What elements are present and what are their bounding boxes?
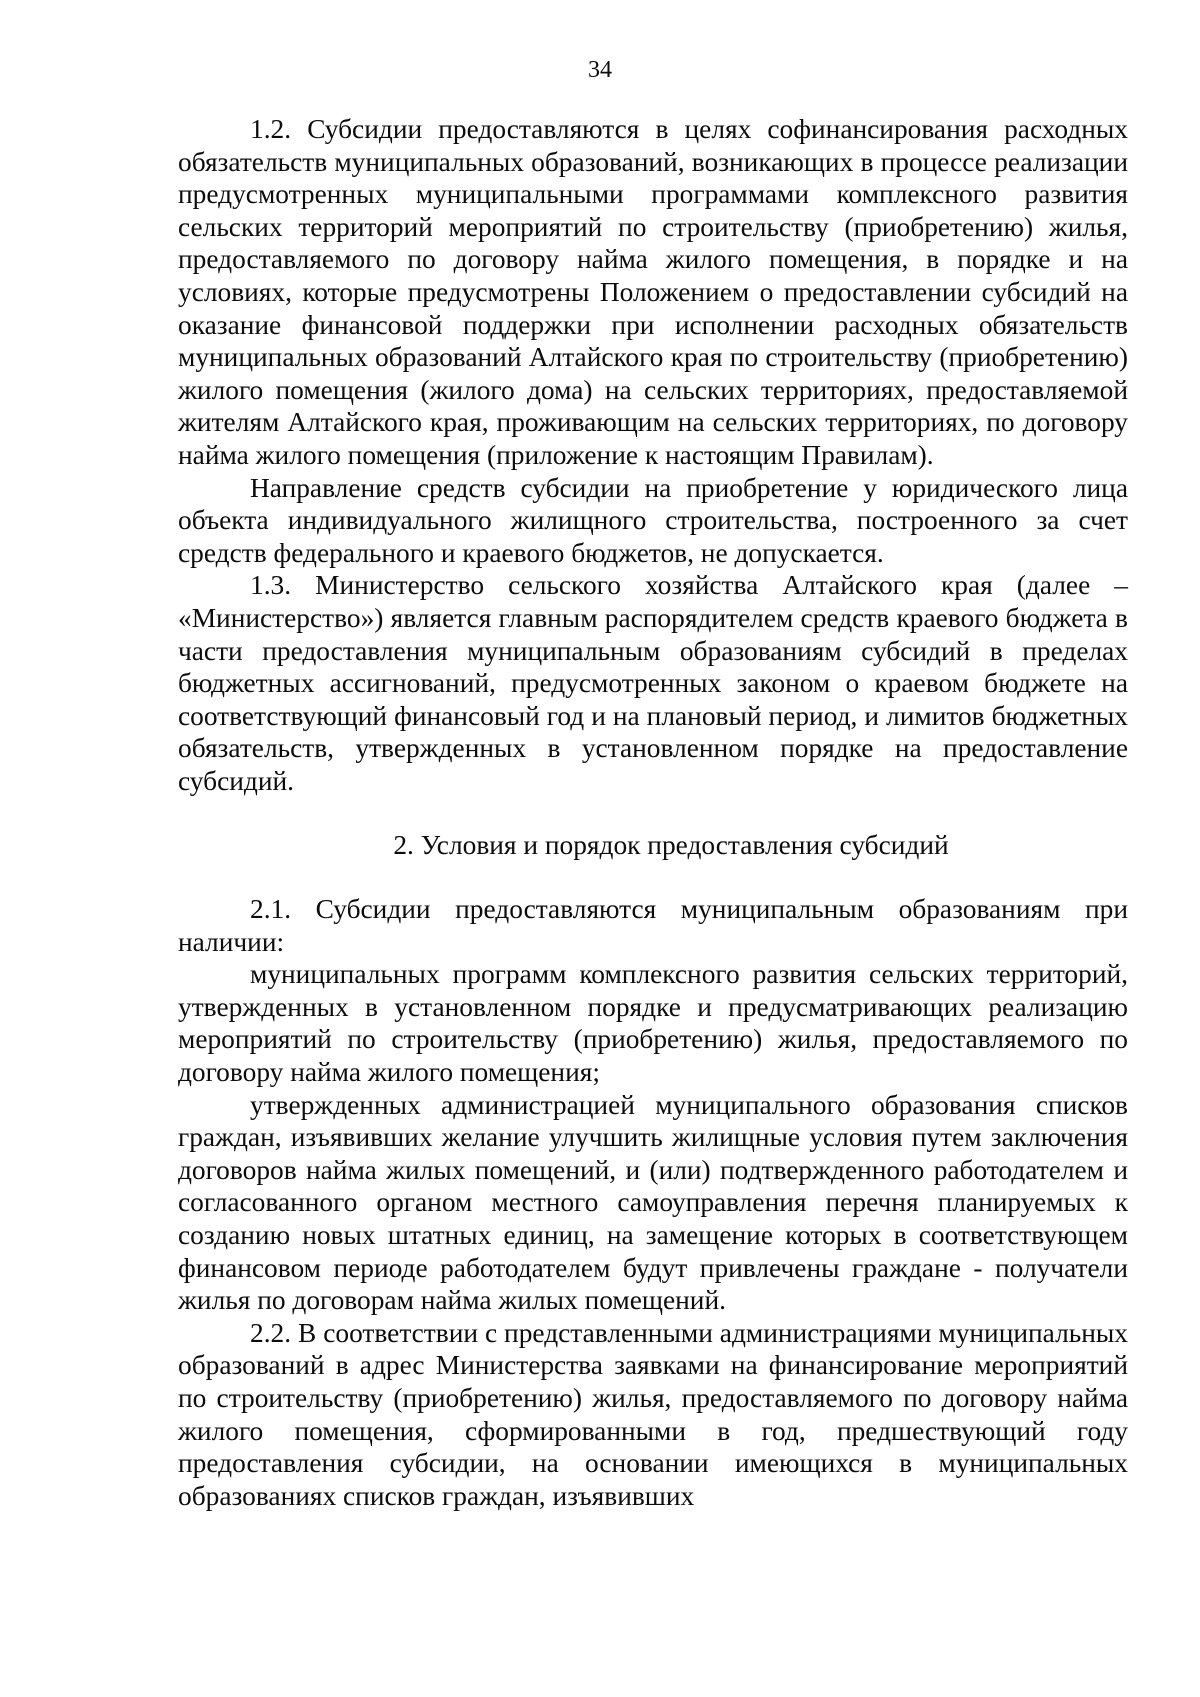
page-number: 34 — [588, 57, 612, 83]
document-body — [178, 113, 1128, 1512]
paragraph-1-3: 1.3. Министерство сельского хозяйства Алтайского края (далее – «Министерство») является главным распорядителем средств краевого бюджета в части предоставления муниципальным образованиям субсидий в пределах бюджетных ассигнований, предусмотренных законом о краевом бюджете на соответствующий финансовый год и на плановый период, и лимитов бюджетных обязательств, утвержденных в установленном порядке на предоставление субсидий. — [178, 570, 1128, 796]
paragraph-lists: утвержденных администрацией муниципального образования списков граждан, изъявивших желание улучшить жилищные условия путем заключения договоров найма жилых помещений, и (или) подтвержденного работодателем и согласованного органом местного самоуправления перечня планируемых к созданию новых штатных единиц, на замещение которых в соответствующем финансовом периоде работодателем будут привлечены граждане - получатели жилья по договорам найма жилых помещений. — [178, 1089, 1128, 1316]
paragraph-2-2: 2.2. В соответствии с представленными администрациями муниципальных образований в адрес Министерства заявками на финансирование мероприятий по строительству (приобретению) жилья, предоставляемого по договору найма жилого помещения, сформированными в год, предшествующий году предоставления субсидии, на основании имеющихся в муниципальных образованиях списков граждан, изъявивших — [178, 1317, 1128, 1511]
paragraph-programs: муниципальных программ комплексного развития сельских территорий, утвержденных в установленном порядке и предусматривающих реализацию мероприятий по строительству (приобретению) жилья, предоставляемого по договору найма жилого помещения; — [178, 959, 1128, 1088]
section-heading: 2. Условия и порядок предоставления субсидий — [393, 830, 949, 861]
paragraph-restriction: Направление средств субсидии на приобретение у юридического лица объекта индивидуального жилищного строительства, построенного за счет средств федерального и краевого бюджетов, не допускается. — [178, 472, 1128, 568]
paragraph-1-2: 1.2. Субсидии предоставляются в целях софинансирования расходных обязательств муниципальных образований, возникающих в процессе реализации предусмотренных муниципальными программами комплексного развития сельских территорий мероприятий по строительству (приобретению) жилья, предоставляемого по договору найма жилого помещения, в порядке и на условиях, которые предусмотрены Положением о предоставлении субсидий на оказание финансовой поддержки при исполнении расходных обязательств муниципальных образований Алтайского края по строительству (приобретению) жилого помещения (жилого дома) на сельских территориях, предоставляемой жителям Алтайского края, проживающим на сельских территориях, по договору найма жилого помещения (приложение к настоящим Правилам). — [178, 114, 1128, 470]
paragraph-2-1: 2.1. Субсидии предоставляются муниципальным образованиям при наличии: — [178, 894, 1128, 957]
